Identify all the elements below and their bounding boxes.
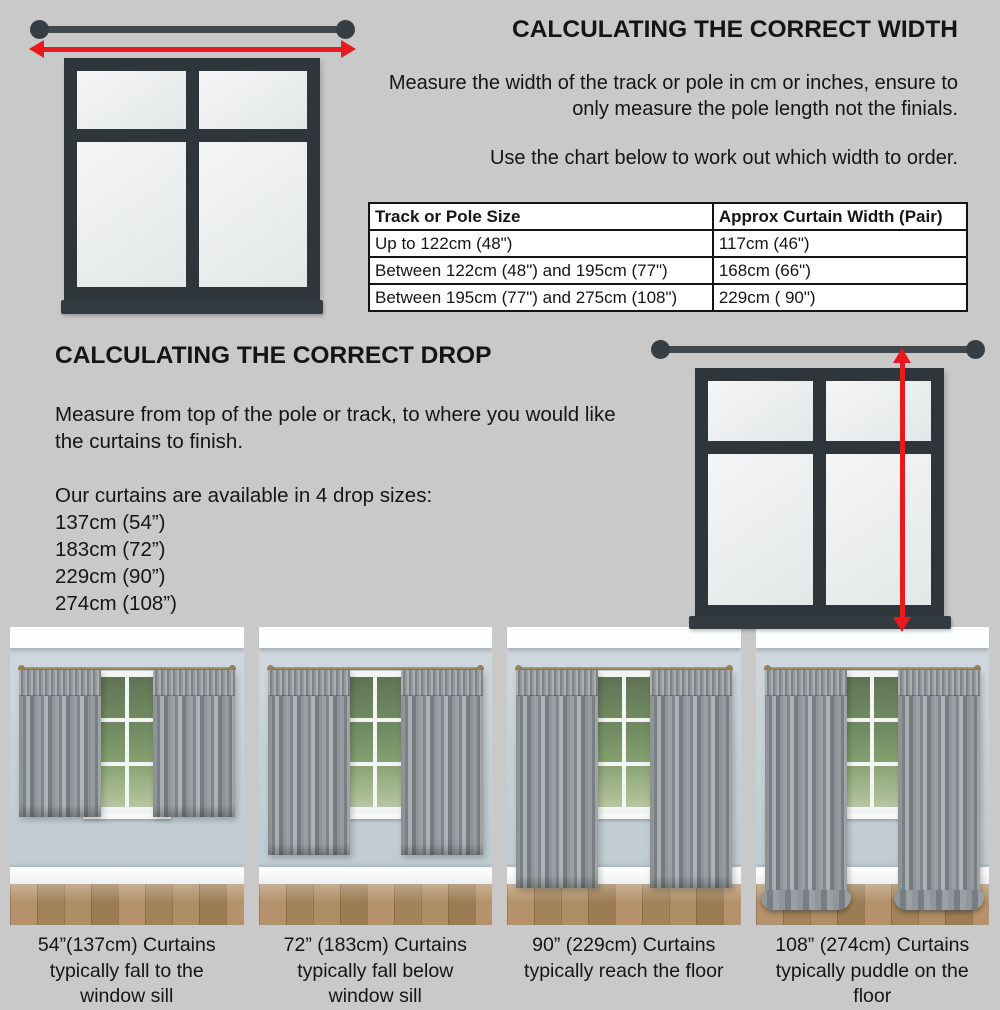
curtain-photo-floor-length [507,627,741,925]
drop-example-90 [507,627,741,1010]
curtain-photo-puddle-length [756,627,990,925]
window-pane [199,142,308,287]
drop-section-title: CALCULATING THE CORRECT DROP [55,342,492,369]
window-illustration [64,58,320,300]
drop-example-72 [259,627,493,1010]
room-baseboard [259,867,493,884]
curtain-photo-sill-length [10,627,244,925]
room-floor [259,884,493,925]
left-curtain [268,670,350,855]
window-pane [77,71,186,129]
drop-example-54 [10,627,244,1010]
curtain-pole-icon [39,26,346,33]
track-size-cell: Between 195cm (77") and 275cm (108") [369,284,713,311]
table-row [369,230,967,257]
right-curtain [650,670,732,888]
photo-caption: 72” (183cm) Curtains typically fall below window sill [283,934,467,1007]
drop-size-option: 137cm (54”) [55,511,166,534]
curtain-photo-below-sill-length [259,627,493,925]
left-curtain [516,670,598,888]
window-illustration [695,368,944,618]
track-size-cell: Between 122cm (48") and 195cm (77") [369,257,713,284]
room-ceiling [10,627,244,648]
photo-caption: 90” (229cm) Curtains typically reach the floor [524,934,724,982]
window-sill [61,300,323,314]
room-floor [507,884,741,925]
curtain-pole-icon [660,346,976,353]
drop-example-108 [756,627,990,1010]
width-section-text [365,16,958,170]
table-header-curtain-width: Approx Curtain Width (Pair) [713,203,967,230]
size-table [368,202,968,312]
track-size-cell: Up to 122cm (48") [369,230,713,257]
width-chart-note: Use the chart below to work out which width to order. [489,147,958,169]
window-pane [708,381,813,441]
right-curtain [898,670,980,904]
drop-size-option: 183cm (72”) [55,538,166,561]
right-curtain [401,670,483,855]
drop-sizes-intro: Our curtains are available in 4 drop sizes: [55,484,433,507]
right-curtain [153,670,235,817]
window-pane [708,454,813,605]
width-section-title: CALCULATING THE CORRECT WIDTH [512,16,958,43]
room-floor [10,884,244,925]
drop-examples-row [0,627,1000,1010]
photo-caption: 108” (274cm) Curtains typically puddle on the floor [775,934,970,1007]
width-intro-text: Measure the width of the track or pole in cm or inches, ensure to only measure the pole length not the finials. [388,72,958,120]
drop-measure-arrow-icon [900,362,905,618]
width-measurement-diagram [28,14,358,326]
window-pane [199,71,308,129]
width-measure-arrow-icon [43,47,342,52]
drop-measurement-diagram [652,334,988,646]
left-curtain [765,670,847,904]
curtain-width-cell: 117cm (46") [713,230,967,257]
room-ceiling [259,627,493,648]
room-baseboard [10,867,244,884]
table-header-row [369,203,967,230]
table-row [369,257,967,284]
curtain-width-cell: 229cm ( 90") [713,284,967,311]
table-header-track-size: Track or Pole Size [369,203,713,230]
photo-caption: 54”(137cm) Curtains typically fall to the window sill [37,934,216,1007]
window-pane [826,454,931,605]
curtain-width-cell: 168cm (66") [713,257,967,284]
table-row [369,284,967,311]
drop-size-option: 274cm (108”) [55,592,177,615]
drop-size-option: 229cm (90”) [55,565,166,588]
window-pane [826,381,931,441]
left-curtain [19,670,101,817]
window-pane [77,142,186,287]
drop-intro-text: Measure from top of the pole or track, to where you would like the curtains to finish. [55,403,616,453]
drop-section-text [55,342,640,617]
window-sill [689,616,951,629]
